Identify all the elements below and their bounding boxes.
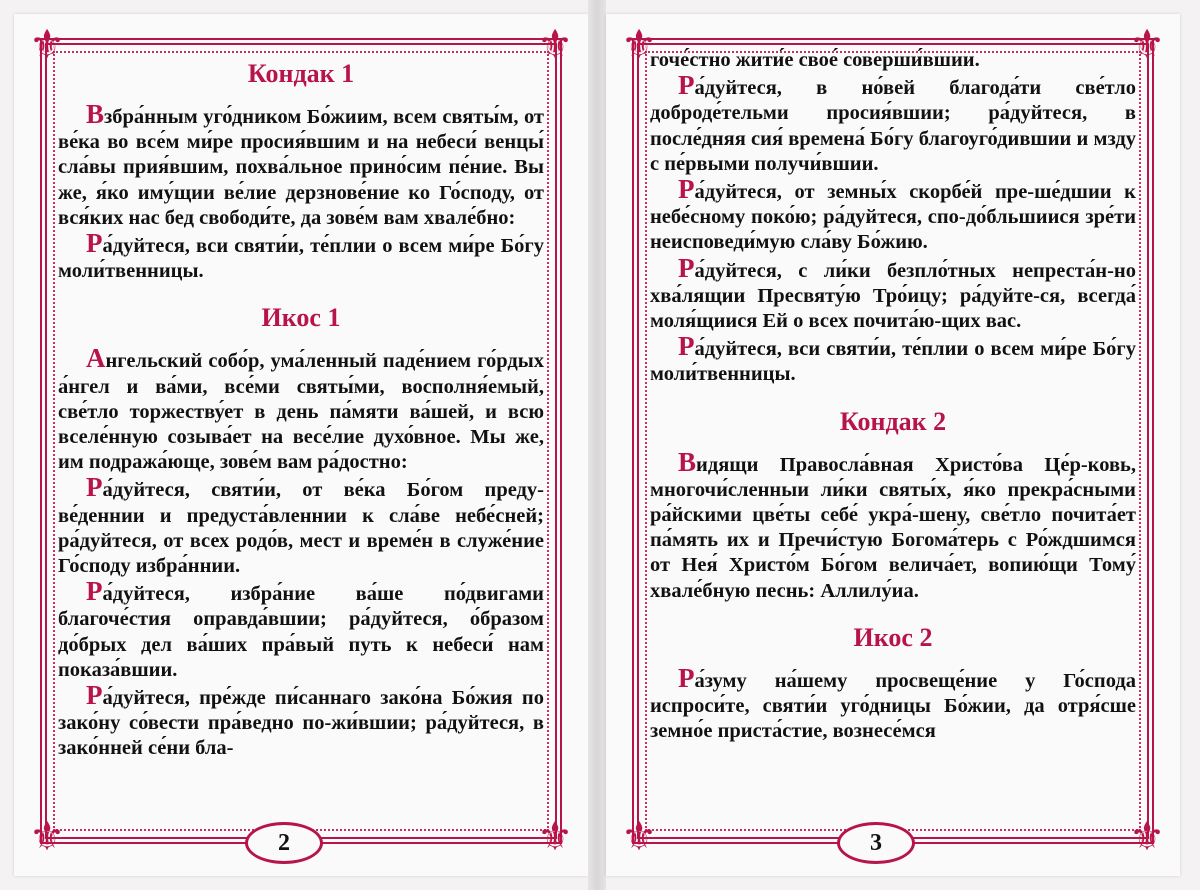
drop-cap: В [678, 446, 697, 477]
paragraph [58, 576, 544, 683]
paragraph [650, 662, 1136, 745]
paragraph [58, 680, 544, 762]
continued-line: гоче́стно жити́е свое́ соверши́вшии. [650, 49, 980, 71]
paragraph-text: идящи Правосла́вная Христо́ва Це́р-ковь, многочи́сленныи ли́ки святы́х, я́ко прекра́сными ра́йскими цве́ты себе́ укра́-шену, све́тло почита́ет па́мять их и Пречи́стую Богома́терь с Ро́ждшимся от Нея́ Христо́м Бо́гом велича́ет, вопию́щи Тому́ хвале́бную песнь: Аллилу́иа. [650, 453, 1136, 602]
paragraph-text: а́зуму на́шему просвеще́ние у Го́спода испроси́те, святи́и уго́дницы Бо́жии, да отря́сше земно́е приста́стие, вознесе́мся [650, 669, 1136, 743]
page-number-left: 2 [245, 822, 323, 864]
paragraph-text: а́дуйтеся, избра́ние ва́ше по́двигами благоче́стия оправда́вшии; ра́дуйтеся, о́бразом до́брых дел ва́ших пра́вый путь к небеси́ нам показа́вшии. [58, 583, 544, 681]
paragraph [58, 228, 544, 284]
drop-cap: Р [86, 228, 103, 259]
paragraph [650, 70, 1136, 177]
drop-cap: Р [678, 70, 695, 101]
fleur-ornament-icon: ⚜ [537, 814, 573, 859]
paragraph [58, 343, 544, 475]
fleur-ornament-icon: ⚜ [621, 814, 657, 859]
paragraph-text: а́дуйтеся, пре́жде пи́саннаго зако́на Бо́жия по зако́ну со́вести пра́ведно по-жи́вшии; ра́дуйтеся, в зако́нней се́ни бла- [58, 687, 544, 760]
fleur-ornament-icon: ⚜ [621, 22, 657, 67]
paragraph [650, 174, 1136, 256]
paragraph-text: а́дуйтеся, в но́вей благода́ти све́тло доброде́тельми просия́вшии; ра́дуйтеся, в после́дняя сия́ времена́ Бо́гу благоуго́дившии и мзду с пе́рвыми получи́вшии. [650, 77, 1136, 175]
paragraph-text: нгельский собо́р, ума́ленный паде́нием го́рдых а́нгел и ва́ми, все́ми святы́ми, восполня́емый, све́тло торжеству́ет в день па́мяти ва́шей, и всю вселе́нную созыва́ет на весе́лие духо́вное. Мы же, им подража́юще, зове́м вам ра́достно: [58, 350, 544, 474]
fleur-ornament-icon: ⚜ [537, 22, 573, 67]
drop-cap: Р [86, 680, 103, 711]
paragraph [650, 446, 1136, 604]
paragraph-text: а́дуйтеся, с ли́ки безпло́тных непреста́н-но хва́лящии Пресвяту́ю Тро́ицу; ра́дуйте-ся, всегда́ моля́щиися Ей о всех почита́ю-щих вас. [650, 259, 1136, 333]
page-number-right: 3 [837, 822, 915, 864]
drop-cap: Р [86, 576, 103, 607]
paragraph-text: а́дуйтеся, от земны́х скорбе́й пре-ше́дшии к небе́сному поко́ю; ра́дуйтеся, спо-до́бльшиися зре́ти неисповеди́мую сла́ву Бо́жию. [650, 181, 1136, 254]
drop-cap: А [86, 343, 106, 374]
drop-cap: Р [678, 252, 695, 283]
drop-cap: Р [86, 472, 103, 503]
book-gutter [588, 0, 606, 890]
drop-cap: Р [678, 662, 695, 693]
paragraph-text: а́дуйтеся, святи́и, от ве́ка Бо́гом преду-ве́деннии и предуста́вленнии к сла́ве небе́сней; ра́дуйтеся, от всех родо́в, мест и време́н в служе́ние Го́споду избра́ннии. [58, 479, 544, 578]
left-page [14, 14, 588, 876]
right-page [606, 14, 1180, 876]
fleur-ornament-icon: ⚜ [1129, 22, 1165, 67]
paragraph-text: збра́нным уго́дником Бо́жиим, всем святы́м, от ве́ка во все́м ми́ре просия́вшим и на небеси́ венцы́ сла́вы прия́вшим, похва́льное прино́сим пе́ние. Вы же, я́ко иму́щии ве́лие дерзнове́ние ко Го́споду, от вся́ких нас бед свободи́те, да зове́м вам хвале́бно: [58, 106, 544, 229]
paragraph [650, 252, 1136, 335]
heading-kondak-2: Кондак 2 [839, 406, 947, 436]
fleur-ornament-icon: ⚜ [29, 814, 65, 859]
drop-cap: Р [678, 174, 695, 205]
heading-ikos-2: Икос 2 [853, 622, 933, 652]
paragraph [58, 99, 544, 231]
left-text-column [58, 48, 544, 808]
fleur-ornament-icon: ⚜ [1129, 814, 1165, 859]
drop-cap: В [86, 99, 105, 129]
paragraph-text: а́дуйтеся, вси святи́и, те́плии о всем ми́ре Бо́гу моли́твенницы. [58, 235, 544, 283]
paragraph [650, 331, 1136, 387]
heading-kondak-1: Кондак 1 [247, 59, 355, 88]
right-text-column [650, 48, 1136, 808]
fleur-ornament-icon: ⚜ [29, 22, 65, 67]
heading-ikos-1: Икос 1 [261, 303, 341, 333]
drop-cap: Р [678, 331, 695, 362]
paragraph-text: а́дуйтеся, вси святи́и, те́плии о всем ми́ре Бо́гу моли́твенницы. [650, 338, 1136, 386]
paragraph [58, 472, 544, 579]
